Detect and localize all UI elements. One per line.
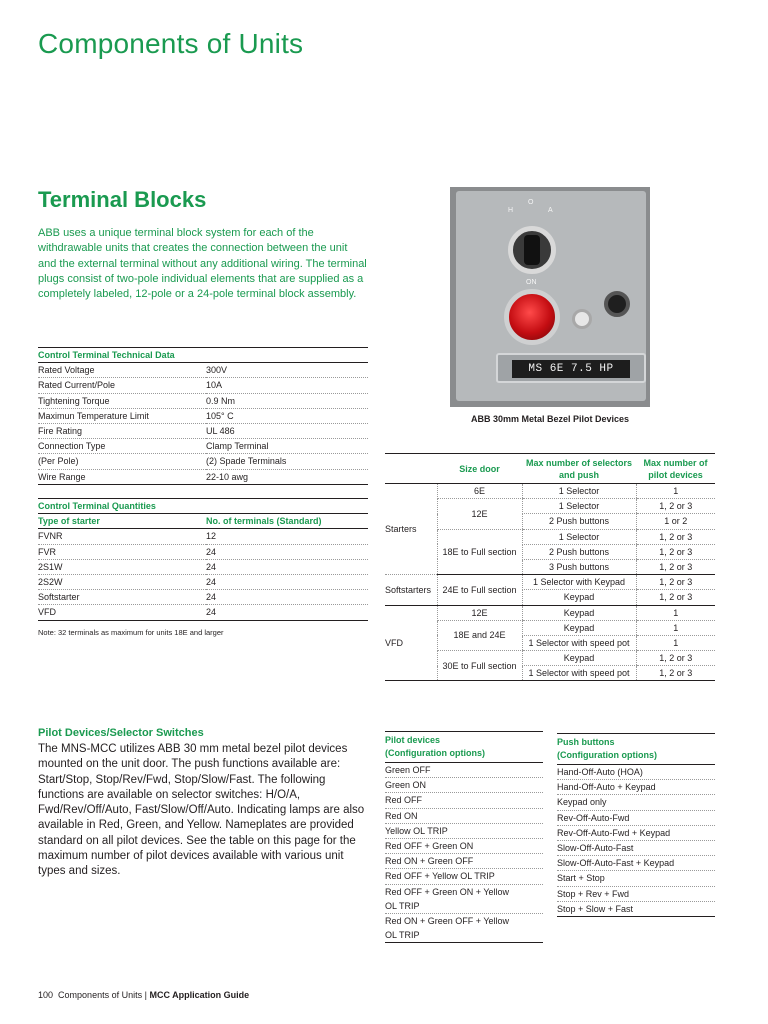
cell: 105° C [206, 408, 368, 423]
table-row [38, 423, 368, 438]
list-item: Red OFF [385, 793, 543, 808]
cell: VFD [38, 605, 206, 620]
cell: 3 Push buttons [522, 559, 636, 574]
table-row [385, 605, 715, 620]
pilot-devices-paragraph: The MNS-MCC utilizes ABB 30 mm metal bezel pilot devices mounted on the unit door. The push functions available are: Start/Stop, Stop/Rev/Fwd, Stop/Slow/Fast. The following functions are available on selector switches: H/O/A, Fwd/Rev/Off/Auto, Fast/Slow/Off/Auto. Indicating lamps are also available in Red, Green, and Yellow. Nameplates are provided standard on all pilot devices. See the table on this page for the maximum number of pilot devices available with various unit types and sizes. [38, 743, 365, 878]
cell: 1 [636, 620, 715, 635]
table-row [385, 575, 715, 590]
cell: 2S2W [38, 574, 206, 589]
cell: 1, 2 or 3 [636, 575, 715, 590]
cell: 1, 2 or 3 [636, 590, 715, 605]
list-item: Hand-Off-Auto (HOA) [557, 765, 715, 780]
column-header [385, 454, 437, 484]
terminal-quantities-table [38, 498, 368, 621]
table-row [38, 439, 368, 454]
list-item: Red OFF + Yellow OL TRIP [385, 869, 543, 884]
list-item: Green ON [385, 778, 543, 793]
cell: Rated Current/Pole [38, 378, 206, 393]
cell: 1 Selector [522, 499, 636, 514]
table-row [38, 544, 368, 559]
list-item: Stop + Rev + Fwd [557, 886, 715, 901]
cell: Rated Voltage [38, 363, 206, 378]
cell: 2 Push buttons [522, 544, 636, 559]
selector-label-a: A [548, 207, 553, 214]
page-number: 100 [38, 990, 54, 1000]
push-buttons-options-table [557, 733, 715, 917]
cell: (2) Spade Terminals [206, 454, 368, 469]
cell: 24 [206, 559, 368, 574]
table-note: Note: 32 terminals as maximum for units 18E and larger [38, 628, 224, 637]
column-header: No. of terminals (Standard) [206, 514, 368, 529]
cell: 30E to Full section [437, 651, 522, 681]
list-item: Stop + Slow + Fast [557, 901, 715, 916]
list-item: Rev-Off-Auto-Fwd [557, 810, 715, 825]
cell: 2 Push buttons [522, 514, 636, 529]
cell: 1, 2 or 3 [636, 666, 715, 681]
door-panel [456, 191, 646, 401]
page-title: Components of Units [38, 28, 304, 59]
table-row [38, 590, 368, 605]
table-row [38, 363, 368, 378]
cell: 1 [636, 605, 715, 620]
cell: 1 Selector [522, 484, 636, 499]
cell: 1 [636, 484, 715, 499]
title-line: (Configuration options) [385, 748, 485, 758]
list-item: Red ON [385, 808, 543, 823]
cell: Fire Rating [38, 423, 206, 438]
title-line: Push buttons [557, 737, 615, 747]
cell: 1, 2 or 3 [636, 651, 715, 666]
cell: 2S1W [38, 559, 206, 574]
group-label: Starters [385, 484, 437, 575]
column-header: Max number of pilot devices [636, 454, 715, 484]
table-row [38, 469, 368, 484]
list-item: Yellow OL TRIP [385, 823, 543, 838]
cell: 0.9 Nm [206, 393, 368, 408]
title-line: Pilot devices [385, 735, 441, 745]
red-pilot-lamp [504, 289, 560, 345]
page-footer [38, 990, 249, 1000]
reset-button [572, 309, 592, 329]
cell: 1 Selector [522, 529, 636, 544]
technical-data-table [38, 347, 368, 485]
nameplate [496, 353, 646, 383]
cell: Clamp Terminal [206, 439, 368, 454]
group-label: VFD [385, 605, 437, 681]
group-label: Softstarters [385, 575, 437, 605]
cell: 1 Selector with speed pot [522, 666, 636, 681]
selector-label-h: H [508, 207, 514, 214]
list-item: Hand-Off-Auto + Keypad [557, 780, 715, 795]
table-row [38, 574, 368, 589]
section-title: Terminal Blocks [38, 187, 207, 212]
lamp-label-on: ON [526, 279, 537, 286]
footer-separator: | [144, 990, 147, 1000]
cell: Keypad [522, 620, 636, 635]
table-row [38, 378, 368, 393]
table-title [557, 734, 715, 765]
column-header: Size door [437, 454, 522, 484]
cell: Maximun Temperature Limit [38, 408, 206, 423]
column-header: Type of starter [38, 514, 206, 529]
cell: 1, 2 or 3 [636, 499, 715, 514]
cell: Wire Range [38, 469, 206, 484]
cell: 1 Selector with Keypad [522, 575, 636, 590]
cell: 24 [206, 574, 368, 589]
cell: 1, 2 or 3 [636, 559, 715, 574]
table-title [385, 732, 543, 763]
cell: 24 [206, 605, 368, 620]
list-item: Red OFF + Green ON + Yellow OL TRIP [385, 884, 543, 913]
cell: 12E [437, 499, 522, 529]
cell: (Per Pole) [38, 454, 206, 469]
list-item: Red ON + Green OFF [385, 854, 543, 869]
pilot-devices-options-table [385, 731, 543, 943]
table-row [385, 484, 715, 499]
table-title: Control Terminal Technical Data [38, 348, 368, 363]
cell: 6E [437, 484, 522, 499]
table-row [38, 529, 368, 544]
list-item: Red ON + Green OFF + Yellow OL TRIP [385, 913, 543, 942]
cell: 1, 2 or 3 [636, 529, 715, 544]
cell: Softstarter [38, 590, 206, 605]
cell: 18E to Full section [437, 529, 522, 575]
column-header: Max number of selectors and push [522, 454, 636, 484]
selector-label-o: O [528, 199, 534, 206]
cell: Keypad [522, 651, 636, 666]
cell: 24E to Full section [437, 575, 522, 605]
max-pilot-devices-table [385, 453, 715, 681]
intro-paragraph: ABB uses a unique terminal block system for each of the withdrawable units that creates the connection between the unit and the external terminal without any additional wiring. The terminal plugs consist of two-pole individual elements that are supplied as a completely labeled, 12-pole or a 24-pole terminal block assembly. [38, 227, 367, 301]
cell: 1 Selector with speed pot [522, 635, 636, 650]
footer-section: Components of Units [58, 990, 143, 1000]
cell: Connection Type [38, 439, 206, 454]
nameplate-text: MS 6E 7.5 HP [512, 360, 630, 378]
cell: 12 [206, 529, 368, 544]
list-item: Slow-Off-Auto-Fast [557, 840, 715, 855]
table-row [38, 605, 368, 620]
cell: 1 or 2 [636, 514, 715, 529]
cell: 22-10 awg [206, 469, 368, 484]
table-row [38, 559, 368, 574]
cell: FVR [38, 544, 206, 559]
photo-caption: ABB 30mm Metal Bezel Pilot Devices [470, 414, 630, 424]
title-line: (Configuration options) [557, 750, 657, 760]
pilot-devices-heading: Pilot Devices/Selector Switches [38, 727, 204, 739]
cell: 1 [636, 635, 715, 650]
cell: 10A [206, 378, 368, 393]
table-row [38, 454, 368, 469]
cell: FVNR [38, 529, 206, 544]
pilot-devices-photo [450, 187, 650, 407]
cell: 18E and 24E [437, 620, 522, 650]
cell: Keypad [522, 590, 636, 605]
list-item: Keypad only [557, 795, 715, 810]
cell: 300V [206, 363, 368, 378]
cell: Keypad [522, 605, 636, 620]
cell: Tightening Torque [38, 393, 206, 408]
cell: 24 [206, 590, 368, 605]
list-item: Red OFF + Green ON [385, 838, 543, 853]
table-row [38, 393, 368, 408]
cell: 12E [437, 605, 522, 620]
list-item: Green OFF [385, 763, 543, 778]
list-item: Rev-Off-Auto-Fwd + Keypad [557, 825, 715, 840]
table-row [38, 408, 368, 423]
list-item: Start + Stop [557, 871, 715, 886]
cell: 24 [206, 544, 368, 559]
list-item: Slow-Off-Auto-Fast + Keypad [557, 856, 715, 871]
selector-switch [508, 226, 556, 274]
keylock-icon [604, 291, 630, 317]
cell: UL 486 [206, 423, 368, 438]
footer-doc-title: MCC Application Guide [149, 990, 250, 1000]
table-title: Control Terminal Quantities [38, 499, 368, 514]
cell: 1, 2 or 3 [636, 544, 715, 559]
